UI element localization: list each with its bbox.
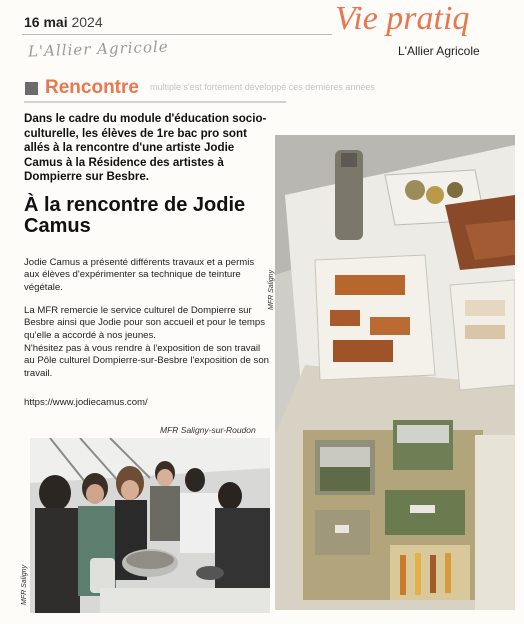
header-rule: [22, 34, 332, 35]
artist-website-link[interactable]: https://www.jodiecamus.com/: [24, 397, 148, 408]
issue-day-month: 16 mai: [24, 14, 68, 30]
article-title: À la rencontre de Jodie Camus: [24, 194, 246, 237]
handwritten-note: L'Allier Agricole: [27, 37, 169, 61]
article-paragraph-2: [24, 305, 269, 342]
workshop-illustration: [30, 438, 270, 613]
photo-credit-right: MFR Saligny: [268, 269, 275, 310]
article-paragraph-3: [24, 343, 269, 380]
section-label: Rencontre: [45, 77, 139, 98]
article-lead: Dans le cadre du module d'éducation socio-culturelle, les élèves de 1re bac pro sont allés à la rencontre d'une artiste Jodie Camus à la Résidence des artistes à Dompierre sur Besbre.: [24, 112, 267, 183]
paragraph-text: Jodie Camus a présenté différents travaux et a permis aux élèves d'expérimenter sa technique de teinture végétale.: [24, 257, 255, 293]
section-rule: [24, 101, 286, 103]
workshop-photo: [30, 438, 270, 613]
exhibition-photo: [275, 135, 515, 610]
newspaper-name: L'Allier Agricole: [398, 44, 480, 58]
paragraph-text: La MFR remercie le service culturel de Dompierre sur Besbre ainsi que Jodie pour son accueil et pour le temps qu'elle a accordé à nos jeunes.: [24, 305, 266, 341]
photo-credit-bottom-left: MFR Saligny: [21, 564, 28, 605]
photo-credit-bottom: MFR Saligny-sur-Roudon: [160, 425, 256, 435]
issue-date: [24, 14, 103, 30]
section-marker: [25, 82, 38, 95]
issue-year: 2024: [71, 14, 103, 30]
rubric-title: Vie pratiq: [335, 0, 470, 37]
bleed-through-text: multiple s'est fortement développé ces dernières années: [150, 82, 375, 92]
paragraph-text: N'hésitez pas à vous rendre à l'exposition de son travail au Pôle culturel Dompierre-sur-Besbre l'exposition de son travail.: [24, 343, 269, 379]
article-paragraph-1: [24, 257, 269, 294]
exhibition-illustration: [275, 135, 515, 610]
